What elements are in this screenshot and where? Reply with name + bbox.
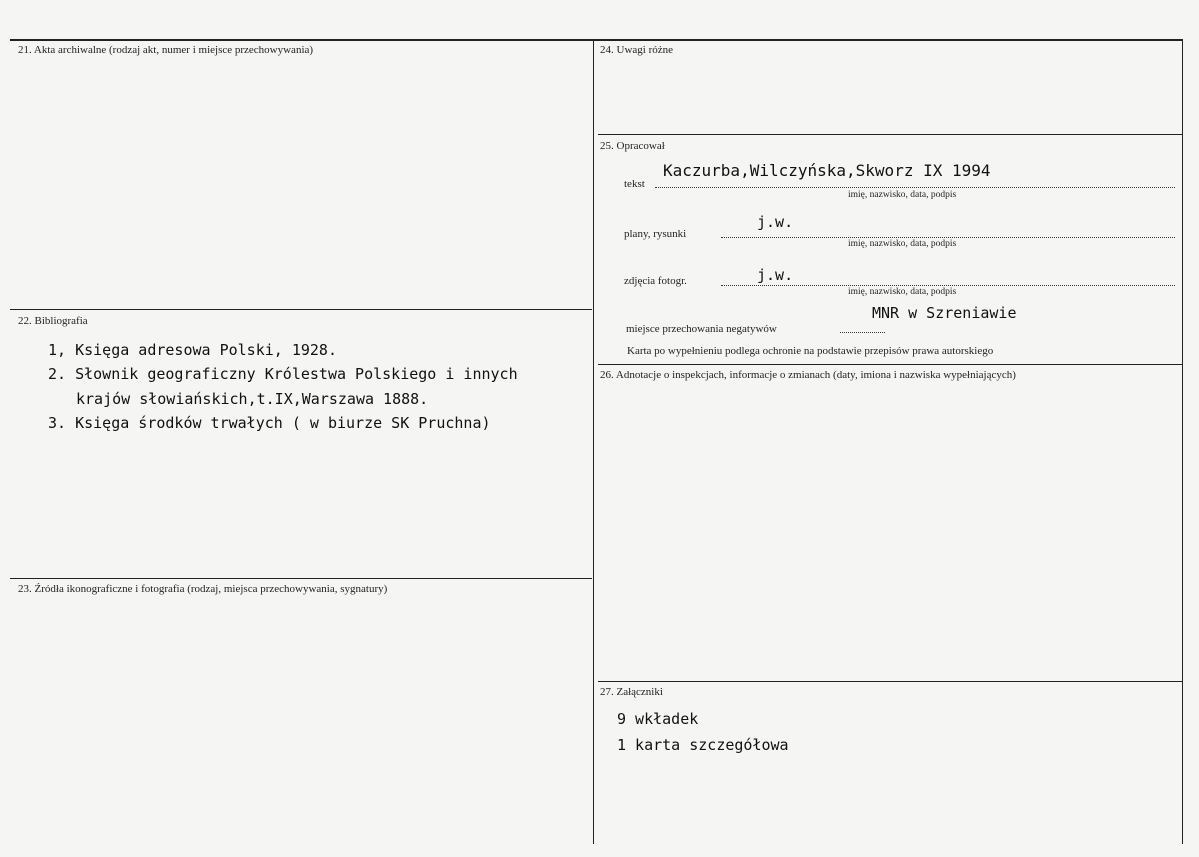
divider-26-27 bbox=[598, 681, 1182, 682]
tekst-line bbox=[655, 187, 1175, 188]
top-border-line bbox=[10, 39, 1182, 41]
plany-caption: imię, nazwisko, data, podpis bbox=[848, 239, 957, 249]
bibliography-item-1: 1, Księga adresowa Polski, 1928. bbox=[48, 341, 337, 359]
right-border-line bbox=[1182, 39, 1183, 844]
zdjecia-label: zdjęcia fotogr. bbox=[624, 275, 687, 287]
plany-value: j.w. bbox=[757, 213, 794, 231]
zdjecia-value: j.w. bbox=[757, 266, 794, 284]
divider-22-23 bbox=[10, 578, 592, 579]
section-25-label: 25. Opracował bbox=[600, 140, 665, 152]
tekst-caption: imię, nazwisko, data, podpis bbox=[848, 190, 957, 200]
bibliography-item-2-cont: krajów słowiańskich,t.IX,Warszawa 1888. bbox=[76, 390, 429, 408]
section-21-label: 21. Akta archiwalne (rodzaj akt, numer i miejsce przechowywania) bbox=[18, 44, 314, 56]
zdjecia-caption: imię, nazwisko, data, podpis bbox=[848, 287, 957, 297]
section-26-label: 26. Adnotacje o inspekcjach, informacje o zmianach (daty, imiona i nazwiska wypełniających) bbox=[600, 369, 1016, 381]
section-27-label: 27. Załączniki bbox=[600, 686, 663, 698]
tekst-label: tekst bbox=[624, 178, 645, 190]
divider-25-26 bbox=[598, 364, 1182, 365]
bibliography-item-3: 3. Księga środków trwałych ( w biurze SK Pruchna) bbox=[48, 414, 491, 432]
divider-24-25 bbox=[598, 134, 1182, 135]
section-22-label: 22. Bibliografia bbox=[18, 315, 88, 327]
negatywy-label: miejsce przechowania negatywów bbox=[626, 323, 777, 335]
section-23-label: 23. Źródła ikonograficzne i fotografia (rodzaj, miejsca przechowywania, sygnatury) bbox=[18, 583, 388, 595]
tekst-value: Kaczurba,Wilczyńska,Skworz IX 1994 bbox=[663, 161, 991, 180]
divider-21-22 bbox=[10, 309, 592, 310]
negatywy-line bbox=[840, 332, 885, 333]
zdjecia-line bbox=[721, 285, 1175, 286]
copyright-note: Karta po wypełnieniu podlega ochronie na podstawie przepisów prawa autorskiego bbox=[627, 345, 994, 357]
plany-line bbox=[721, 237, 1175, 238]
plany-label: plany, rysunki bbox=[624, 228, 687, 240]
bibliography-item-2: 2. Słownik geograficzny Królestwa Polskiego i innych bbox=[48, 365, 518, 383]
attachment-item-2: 1 karta szczegółowa bbox=[617, 736, 789, 754]
section-24-label: 24. Uwagi różne bbox=[600, 44, 674, 56]
negatywy-value: MNR w Szreniawie bbox=[872, 304, 1017, 322]
attachment-item-1: 9 wkładek bbox=[617, 710, 699, 728]
center-divider bbox=[593, 39, 594, 844]
